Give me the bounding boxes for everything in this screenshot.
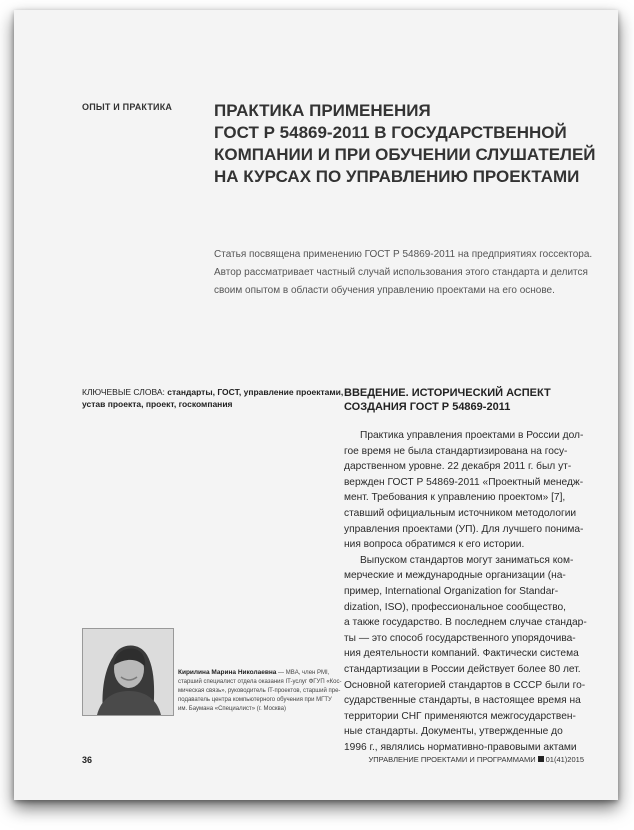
- author-bio-line: им. Баумана «Специалист» (г. Москва): [178, 706, 286, 712]
- keywords-block: [82, 386, 344, 410]
- body-line: мент. Требования к управлению проектом» [7],: [344, 492, 566, 504]
- abstract-line: своим опытом в области обучения управлению проектами на его основе.: [214, 285, 555, 296]
- body-line: территории СНГ применяются межгосударствен-: [344, 710, 576, 722]
- title-line: ГОСТ Р 54869-2011 В ГОСУДАРСТВЕННОЙ: [214, 123, 567, 142]
- journal-footer: [369, 755, 585, 764]
- author-photo: [82, 628, 174, 716]
- body-line: стандартизации в России действует более 80 лет.: [344, 663, 581, 675]
- journal-name: УПРАВЛЕНИЕ ПРОЕКТАМИ И ПРОГРАММАМИ: [368, 755, 536, 764]
- body-line: дарственном уровне. 22 декабря 2011 г. был ут-: [344, 461, 572, 473]
- author-bio-line: мическая связь», руководитель IT-проектов, старший пре-: [178, 688, 341, 694]
- section-label: ОПЫТ И ПРАКТИКА: [82, 102, 173, 112]
- body-line: Практика управления проектами в России дол-: [360, 430, 584, 441]
- keywords-text: устав проекта, проект, госкомпания: [82, 399, 233, 409]
- keywords-label: КЛЮЧЕВЫЕ СЛОВА:: [82, 387, 165, 397]
- abstract-line: Автор рассматривает частный случай использования этого стандарта и делится: [214, 267, 588, 278]
- abstract-line: Статья посвящена применению ГОСТ Р 54869-2011 на предприятиях госсектора.: [214, 249, 593, 260]
- body-line: ные стандарты. Документы, утвержденные до: [344, 726, 563, 738]
- body-line: ты — это способ государственного упорядочива-: [344, 632, 576, 644]
- author-bio-line: подаватель центра компьютерного обучения при МГТУ: [178, 697, 332, 703]
- section-heading: [344, 386, 604, 414]
- body-line: а также государство. В последнем случае стандар-: [344, 617, 587, 629]
- footer-square-icon: [538, 756, 544, 762]
- body-line: пример, International Organization for Standar-: [344, 585, 559, 597]
- body-line: ния вопроса обратимся к его истории.: [344, 539, 525, 551]
- heading-line: СОЗДАНИЯ ГОСТ Р 54869-2011: [344, 401, 511, 413]
- body-line: ния деятельности компаний. Фактически система: [344, 648, 579, 660]
- body-line: Выпуском стандартов могут заниматься ком-: [360, 554, 574, 566]
- author-bio-text: — MBA, член PMI,: [276, 670, 330, 676]
- title-line: НА КУРСАХ ПО УПРАВЛЕНИЮ ПРОЕКТАМИ: [214, 167, 580, 186]
- body-line: сударственные стандарты, в настоящее время на: [344, 695, 581, 707]
- author-bio: [178, 668, 348, 714]
- article-body: [344, 428, 606, 755]
- body-line: 1996 г., являлись нормативно-правовыми актами: [344, 741, 577, 753]
- body-line: dization, ISO), профессиональное сообщество,: [344, 601, 567, 613]
- author-bio-line: старший специалист отдела оказания IT-услуг ФГУП «Кос-: [178, 679, 342, 685]
- heading-line: ВВЕДЕНИЕ. ИСТОРИЧЕСКИЙ АСПЕКТ: [344, 387, 551, 399]
- keywords-text: стандарты, ГОСТ, управление проектами,: [164, 387, 344, 397]
- body-line: управления проектами (УП). Для лучшего понима-: [344, 523, 584, 535]
- keywords-line: [82, 386, 344, 398]
- author-bio-line: [178, 668, 348, 678]
- article-title: [214, 100, 594, 188]
- journal-page: [14, 10, 618, 800]
- journal-issue: 01(41)2015: [545, 755, 584, 764]
- page-number: 36: [82, 755, 93, 765]
- body-line: Основной категорией стандартов в СССР были го-: [344, 679, 586, 691]
- body-line: вержден ГОСТ Р 54869-2011 «Проектный менедж-: [344, 476, 584, 488]
- title-line: КОМПАНИИ И ПРИ ОБУЧЕНИИ СЛУШАТЕЛЕЙ: [214, 145, 596, 164]
- author-portrait-image: [83, 629, 173, 715]
- body-line: гое время не была стандартизирована на госу-: [344, 445, 568, 457]
- title-line: ПРАКТИКА ПРИМЕНЕНИЯ: [214, 101, 431, 120]
- author-name: Кирилина Марина Николаевна: [178, 669, 277, 676]
- body-line: мерческие и международные организации (на-: [344, 570, 566, 582]
- article-abstract: [214, 246, 604, 300]
- body-line: ставший официальным источником методологии: [344, 507, 577, 519]
